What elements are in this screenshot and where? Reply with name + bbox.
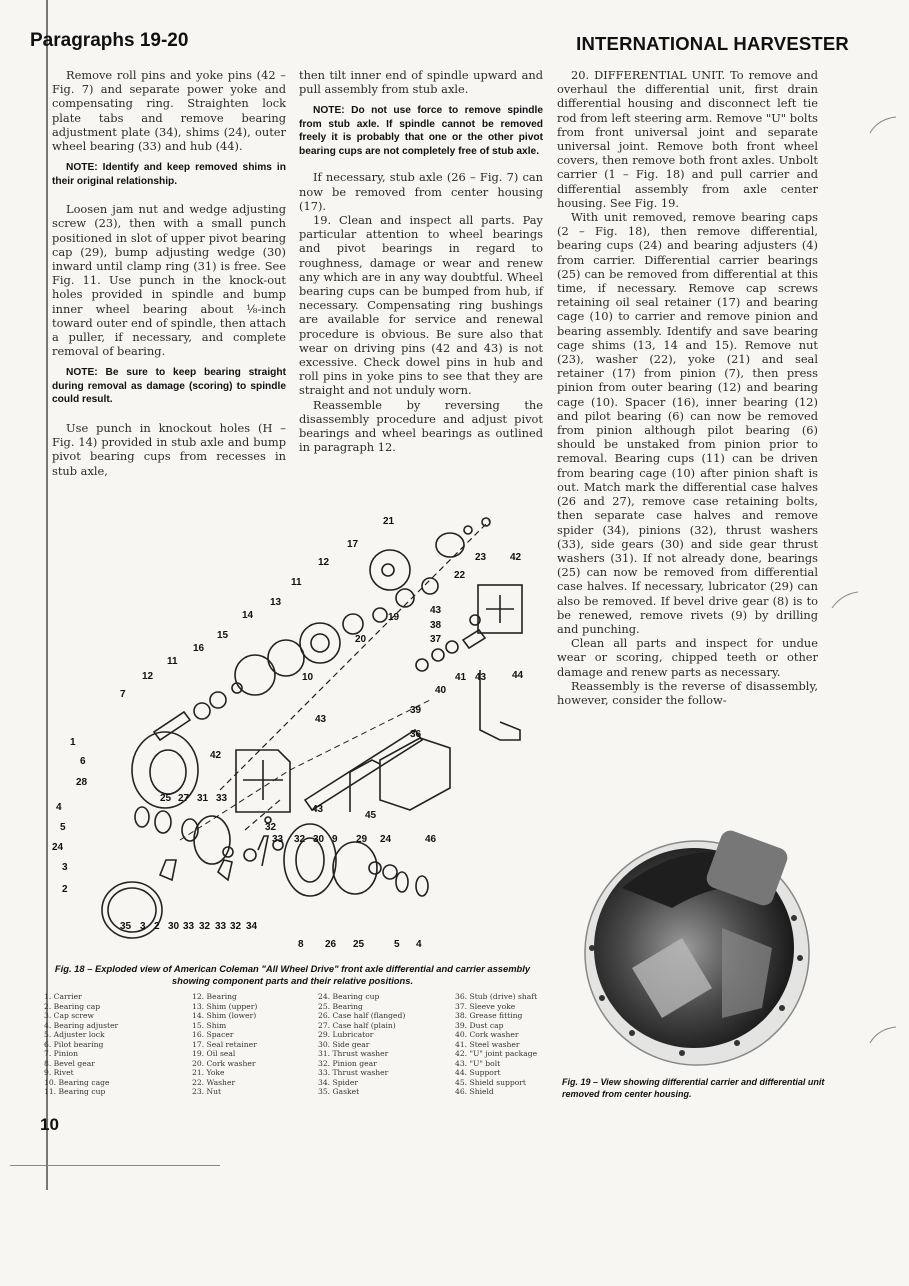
svg-text:34: 34 xyxy=(246,921,258,932)
svg-text:2: 2 xyxy=(62,884,68,895)
legend-item: 37. Sleeve yoke xyxy=(455,1001,516,1011)
legend-item: 31. Thrust washer xyxy=(318,1049,389,1058)
paragraph: Loosen jam nut and wedge adjusting screw (23), then with a small punch positioned in slot of upper pivot bearing cap (29), bump adjusting wedge (30) inward until clamp ring (31) is free. See Fig. 11. Use punch in the knock-out holes provided in spindle and bump inner wheel bearing about ⅛-inch toward outer end of spindle, then attach a puller, if necessary, and complete removal of bearing. xyxy=(52,202,286,359)
legend-item: 19. Oil seal xyxy=(192,1049,236,1058)
figure-18-caption: Fig. 18 – Exploded view of American Coleman "All Wheel Drive" front axle differential and carrier assembly showing component parts and their relative positions. xyxy=(54,963,531,986)
svg-text:32: 32 xyxy=(294,834,306,845)
paragraph: Reassembly is the reverse of disassembly, however, consider the follow- xyxy=(557,678,818,707)
legend-item: 20. Cork washer xyxy=(192,1058,256,1068)
legend-item: 26. Case half (flanged) xyxy=(318,1011,406,1020)
paragraph: Remove roll pins and yoke pins (42 – Fig. 7) and separate power yoke and compensating ring. Straighten lock plate tabs and remove bearing adjustment plate (34), shims (24), outer wheel bearing (33) and hub (44). xyxy=(52,68,286,154)
svg-text:38: 38 xyxy=(430,620,442,631)
svg-text:33: 33 xyxy=(183,921,195,932)
paragraph: Clean all parts and inspect for undue wear or scoring, chipped teeth or other damage and renew parts as necessary. xyxy=(557,636,818,679)
legend-item: 9. Rivet xyxy=(44,1068,74,1077)
svg-text:42: 42 xyxy=(210,750,222,761)
paragraph: With unit removed, remove bearing caps (2 – Fig. 18), then remove differential, bearing cups (24) and bearing adjusters (4) from carrier. Differential carrier bearings (25) can be removed from differential at this time, if necessary. Remove cap screws retaining oil seal retainer (17) and bearing cage (10) to carrier and remove pinion and bearing assembly. Identify and save bearing cage shims (13, 14 and 15). Remove nut (23), washer (22), yoke (21) and seal retainer (17) from pinion (7), then press pinion from outer bearing (12) and bearing cage (10). Spacer (16), inner bearing (12) and pilot bearing (6) can now be removed from pinion although pilot bearing (6) should be unstaked from pinion prior to removal. Bearing cups (11) can be driven from bearing cage (10) after pinion shaft is out. Match mark the differential case halves (26 and 27), remove case retaining bolts, then separate case halves and remove spider (34), pinions (32), thrust washers (33), side gears (30) and side gear thrust washers (31). If not already done, bearings (25) can now be removed from differential case halves. If necessary, lubricator (29) can also be removed. If bevel drive gear (8) is to be renewed, remove rivets (9) by drilling and punching. xyxy=(557,210,818,636)
legend-item: 8. Bevel gear xyxy=(44,1058,95,1068)
svg-text:32: 32 xyxy=(199,921,211,932)
svg-text:14: 14 xyxy=(242,610,254,621)
note: NOTE: Identify and keep removed shims in their original relationship. xyxy=(52,162,286,187)
legend-item: 40. Cork washer xyxy=(455,1030,519,1039)
svg-text:43: 43 xyxy=(312,804,324,815)
legend-item: 3. Cap screw xyxy=(44,1011,95,1020)
legend-item: 4. Bearing adjuster xyxy=(44,1020,119,1030)
parts-legend-column-1 xyxy=(44,992,118,1097)
paragraph: If necessary, stub axle (26 – Fig. 7) can now be removed from center housing (17). xyxy=(299,170,543,213)
svg-text:5: 5 xyxy=(60,822,66,833)
legend-item: 13. Shim (upper) xyxy=(192,1001,258,1011)
legend-item: 39. Dust cap xyxy=(455,1020,504,1030)
legend-item: 41. Steel washer xyxy=(455,1039,520,1049)
svg-text:24: 24 xyxy=(52,842,64,853)
svg-text:11: 11 xyxy=(291,577,302,588)
page-number: 10 xyxy=(40,1115,59,1134)
svg-text:3: 3 xyxy=(140,921,146,932)
svg-text:27: 27 xyxy=(178,793,190,804)
legend-item: 32. Pinion gear xyxy=(318,1058,377,1068)
svg-text:46: 46 xyxy=(425,834,437,845)
svg-text:12: 12 xyxy=(318,557,330,568)
legend-item: 16. Spacer xyxy=(192,1030,234,1039)
legend-item: 15. Shim xyxy=(192,1020,227,1030)
legend-item: 45. Shield support xyxy=(455,1077,526,1087)
svg-text:31: 31 xyxy=(197,793,209,804)
legend-item: 6. Pilot bearing xyxy=(44,1039,104,1049)
legend-item: 7. Pinion xyxy=(44,1049,78,1058)
legend-item: 29. Lubricator xyxy=(318,1030,374,1039)
svg-text:37: 37 xyxy=(430,634,442,645)
svg-text:30: 30 xyxy=(168,921,180,932)
legend-item: 33. Thrust washer xyxy=(318,1068,389,1077)
svg-text:42: 42 xyxy=(510,552,522,563)
svg-text:16: 16 xyxy=(193,643,205,654)
svg-text:43: 43 xyxy=(475,672,487,683)
svg-text:1: 1 xyxy=(70,737,76,748)
svg-text:21: 21 xyxy=(383,516,395,527)
svg-text:40: 40 xyxy=(435,685,447,696)
svg-text:5: 5 xyxy=(394,939,400,950)
svg-text:12: 12 xyxy=(142,671,154,682)
differential-exploded-drawing xyxy=(50,500,550,955)
exploded-view-diagram xyxy=(50,500,550,955)
section-heading: Paragraphs 19-20 xyxy=(30,30,189,51)
legend-item: 21. Yoke xyxy=(192,1068,225,1077)
legend-item: 36. Stub (drive) shaft xyxy=(455,992,538,1001)
legend-item: 12. Bearing xyxy=(192,992,237,1001)
svg-text:26: 26 xyxy=(325,939,337,950)
parts-legend-column-3 xyxy=(318,992,405,1097)
svg-text:29: 29 xyxy=(356,834,368,845)
svg-text:32: 32 xyxy=(265,822,277,833)
legend-item: 22. Washer xyxy=(192,1077,236,1087)
note: NOTE: Be sure to keep bearing straight during removal as damage (scoring) to spindle could result. xyxy=(52,367,286,406)
svg-text:33: 33 xyxy=(272,834,284,845)
svg-text:22: 22 xyxy=(454,570,466,581)
parts-legend-column-4 xyxy=(455,992,537,1097)
legend-item: 24. Bearing cup xyxy=(318,992,380,1001)
svg-text:35: 35 xyxy=(120,921,132,932)
svg-text:36: 36 xyxy=(410,729,422,740)
legend-item: 35. Gasket xyxy=(318,1087,360,1096)
paragraph: 19. Clean and inspect all parts. Pay particular attention to wheel bearings and pivot bearings in regard to roughness, damage or wear and renew any which are in any way doubtful. Wheel bearing cups can be bumped from hub, if necessary. Compensating ring bushings are available for service and renewal procedure is obvious. Be sure also that wear on driving pins (42 and 43) is not excessive. Check dowel pins in hub and roll pins in yoke pins to see that they are straight and not unduly worn. xyxy=(299,213,543,398)
paragraph: 20. DIFFERENTIAL UNIT. To remove and overhaul the differential unit, first drain differential housing and disconnect left tie rod from left steering arm. Remove "U" bolts from front universal joint and separate universal joint. Remove both front wheel covers, then remove both front axles. Unbolt carrier (1 – Fig. 18) and pull carrier and differential assembly from axle center housing. See Fig. 19. xyxy=(557,68,818,210)
svg-text:17: 17 xyxy=(347,539,359,550)
legend-item: 34. Spider xyxy=(318,1077,358,1087)
legend-item: 46. Shield xyxy=(455,1087,494,1096)
text-column-3 xyxy=(557,68,818,707)
footer-rule xyxy=(10,1165,220,1166)
svg-text:7: 7 xyxy=(120,689,126,700)
svg-text:19: 19 xyxy=(388,612,400,623)
svg-text:20: 20 xyxy=(355,634,367,645)
legend-item: 23. Nut xyxy=(192,1087,222,1096)
margin-mark xyxy=(868,1025,898,1045)
callout-labels xyxy=(52,516,524,950)
svg-text:8: 8 xyxy=(298,939,304,950)
svg-text:39: 39 xyxy=(410,705,422,716)
legend-item: 42. "U" joint package xyxy=(455,1049,538,1058)
legend-item: 44. Support xyxy=(455,1068,501,1077)
svg-text:28: 28 xyxy=(76,777,88,788)
legend-item: 17. Seal retainer xyxy=(192,1039,257,1049)
parts-legend-column-2 xyxy=(192,992,257,1097)
paragraph: then tilt inner end of spindle upward and pull assembly from stub axle. xyxy=(299,68,543,97)
manual-title: INTERNATIONAL HARVESTER xyxy=(576,33,849,54)
svg-text:4: 4 xyxy=(56,802,62,813)
svg-text:33: 33 xyxy=(216,793,228,804)
legend-item: 11. Bearing cup xyxy=(44,1087,106,1096)
figure-19-caption: Fig. 19 – View showing differential carrier and differential unit removed from center housing. xyxy=(562,1077,825,1099)
note: NOTE: Do not use force to remove spindle from stub axle. If spindle cannot be removed freely it is probably that one or the other pivot bearing cups are not completely free of stub axle. xyxy=(299,105,543,157)
margin-mark xyxy=(868,115,898,135)
svg-text:2: 2 xyxy=(154,921,160,932)
paragraph: Use punch in knockout holes (H – Fig. 14) provided in stub axle and bump pivot bearing cups from recesses in stub axle, xyxy=(52,420,286,478)
legend-item: 2. Bearing cap xyxy=(44,1001,101,1011)
svg-text:24: 24 xyxy=(380,834,392,845)
svg-text:6: 6 xyxy=(80,756,86,767)
text-column-2 xyxy=(299,68,543,454)
svg-text:23: 23 xyxy=(475,552,487,563)
legend-item: 30. Side gear xyxy=(318,1039,370,1049)
svg-text:43: 43 xyxy=(430,605,442,616)
svg-text:4: 4 xyxy=(416,939,422,950)
svg-text:9: 9 xyxy=(332,834,338,845)
svg-text:30: 30 xyxy=(313,834,325,845)
legend-item: 25. Bearing xyxy=(318,1001,363,1011)
svg-text:41: 41 xyxy=(455,672,467,683)
legend-item: 27. Case half (plain) xyxy=(318,1020,396,1030)
legend-item: 5. Adjuster lock xyxy=(44,1030,105,1039)
svg-text:3: 3 xyxy=(62,862,68,873)
svg-text:11: 11 xyxy=(167,656,178,667)
svg-text:43: 43 xyxy=(315,714,327,725)
text-column-1 xyxy=(52,68,286,478)
svg-text:15: 15 xyxy=(217,630,229,641)
margin-mark xyxy=(830,590,860,610)
legend-item: 38. Grease fitting xyxy=(455,1011,523,1020)
svg-text:10: 10 xyxy=(302,672,314,683)
paragraph: Reassemble by reversing the disassembly procedure and adjust pivot bearings and wheel bearings as outlined in paragraph 12. xyxy=(299,397,543,455)
svg-text:32: 32 xyxy=(230,921,242,932)
differential-unit-photo xyxy=(572,818,827,1073)
legend-item: 10. Bearing cage xyxy=(44,1077,110,1087)
svg-text:33: 33 xyxy=(215,921,227,932)
legend-item: 14. Shim (lower) xyxy=(192,1011,257,1020)
legend-item: 1. Carrier xyxy=(44,992,82,1001)
svg-text:44: 44 xyxy=(512,670,524,681)
legend-item: 43. "U" bolt xyxy=(455,1058,501,1068)
svg-text:45: 45 xyxy=(365,810,377,821)
svg-text:13: 13 xyxy=(270,597,282,608)
svg-text:25: 25 xyxy=(353,939,365,950)
svg-text:25: 25 xyxy=(160,793,172,804)
